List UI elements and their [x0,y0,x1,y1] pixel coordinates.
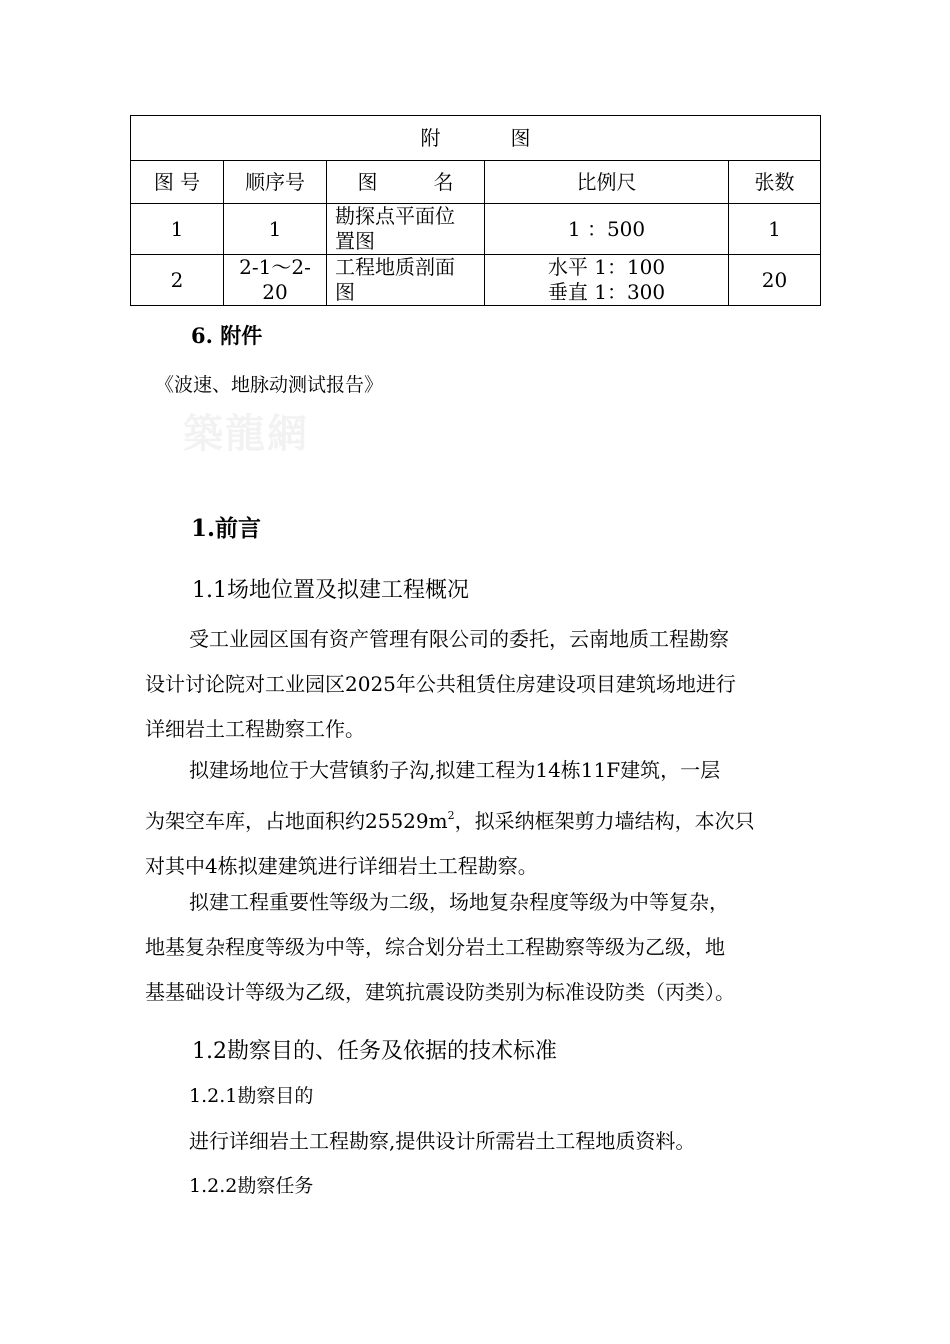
cell-fig-no: 2 [131,255,224,306]
cell-fig-name: 勘探点平面位 置图 [327,204,485,255]
subsection-heading-purpose: 1.2勘察目的、任务及依据的技术标准 [192,1039,557,1064]
paragraph-grades: 拟建工程重要性等级为二级，场地复杂程度等级为中等复杂， 地基复杂程度等级为中等，综合划分岩土工程勘察等级为乙级，地 基基础设计等级为乙级，建筑抗震设防类别为标准设防类（丙类）。 [145,890,735,1004]
attached-figures-table [130,115,821,306]
attachment-item: 《波速、地脉动测试报告》 [155,374,384,396]
attachments-heading: 6. 附件 [191,323,263,348]
table-title-row [131,116,821,161]
cell-seq: 1 [224,204,327,255]
subsection-heading-site: 1.1场地位置及拟建工程概况 [192,578,469,603]
paragraph-site-location: 拟建场地位于大营镇豹子沟,拟建工程为14栋11F建筑，一层 为架空车库，占地面积约$25529m^2$，拟采纳框架剪力墙结构，本次只 对其中4栋拟建建筑进行详细岩土工程勘察。 [145,758,755,878]
subsubsection-heading-tasks: 1.2.2勘察任务 [189,1175,314,1197]
table-title: 附 图 [131,116,821,161]
header-count: 张数 [729,161,821,204]
table-row [131,255,821,306]
table-header-row [131,161,821,204]
paragraph-purpose: 进行详细岩土工程勘察,提供设计所需岩土工程地质资料。 [189,1129,696,1153]
table-row [131,204,821,255]
header-fig-name: 图 名 [327,161,485,204]
header-seq: 顺序号 [224,161,327,204]
header-fig-no: 图 号 [131,161,224,204]
cell-seq: 2-1～2- 20 [224,255,327,306]
header-scale: 比例尺 [485,161,729,204]
cell-scale: 1 ：500 [485,204,729,255]
cell-fig-no: 1 [131,204,224,255]
cell-scale: 水平 1：100 垂直 1：300 [485,255,729,306]
cell-fig-name: 工程地质剖面 图 [327,255,485,306]
section-heading-preface: 1.前言 [191,515,262,542]
cell-count: 1 [729,204,821,255]
watermark: 築龍網 [183,410,309,457]
subsubsection-heading-purpose: 1.2.1勘察目的 [189,1085,314,1107]
paragraph-commission: 受工业园区国有资产管理有限公司的委托，云南地质工程勘察 设计讨论院对工业园区2025年公共租赁住房建设项目建筑场地进行 详细岩土工程勘察工作。 [145,627,736,741]
cell-count: 20 [729,255,821,306]
